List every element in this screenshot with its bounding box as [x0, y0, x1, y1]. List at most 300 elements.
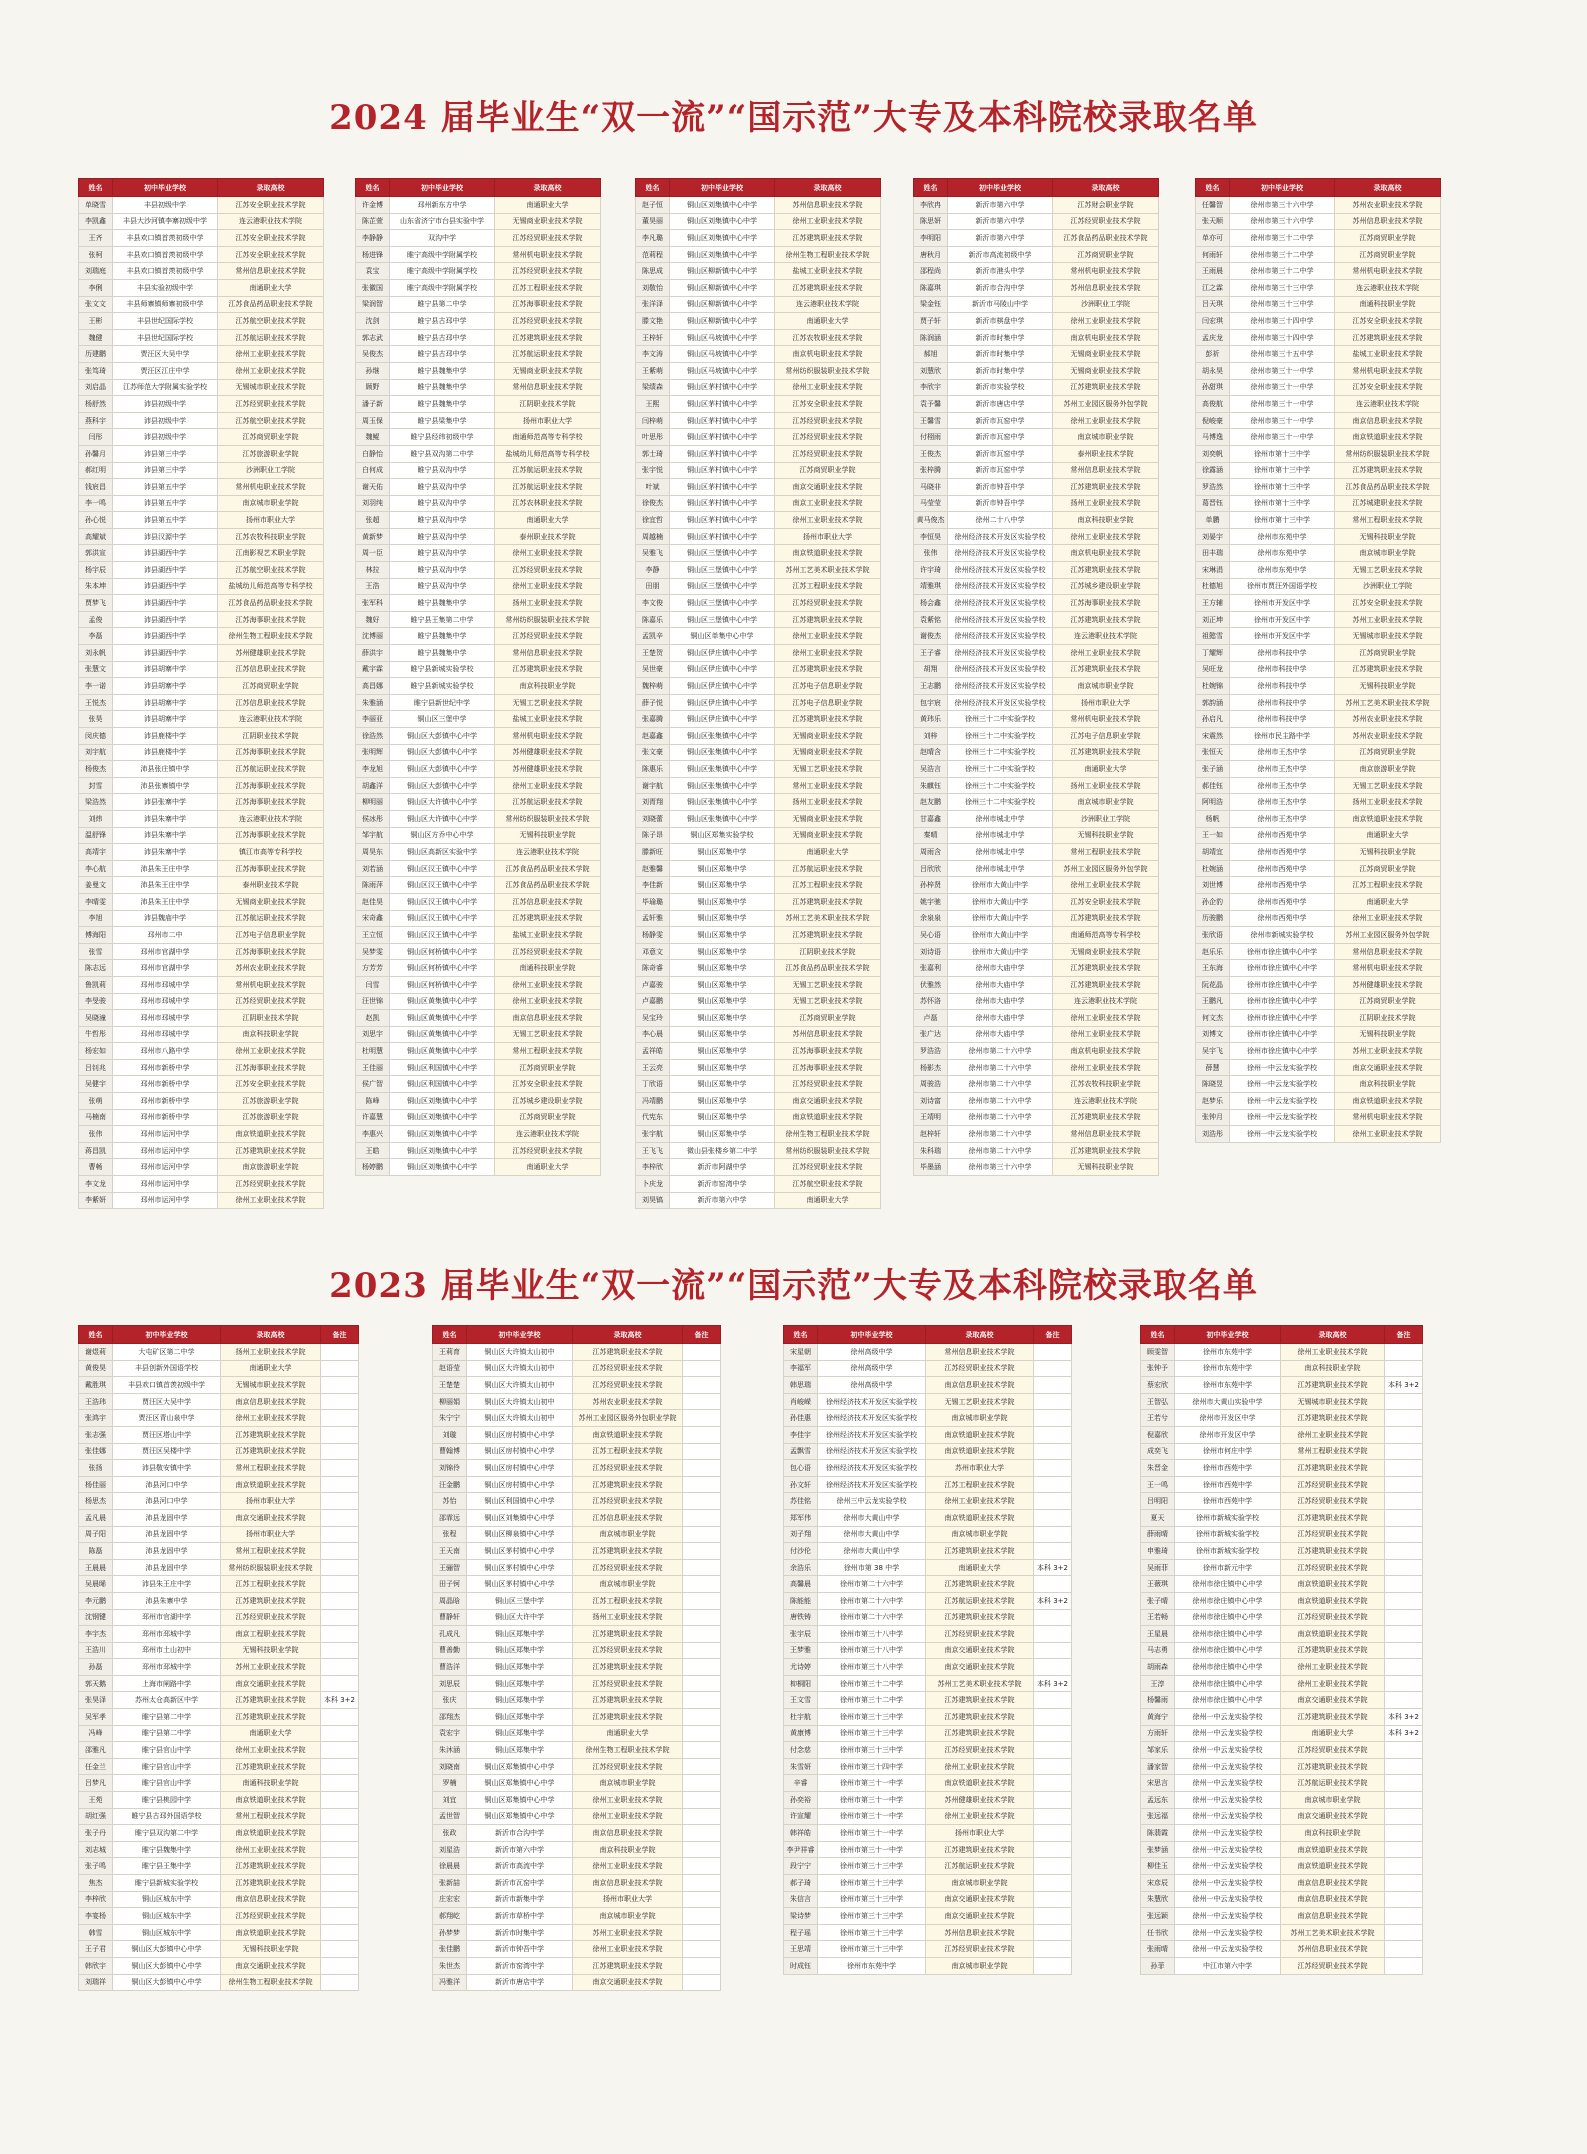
admitted-college: 扬州工业职业技术学院 — [573, 1609, 683, 1626]
note — [1385, 1642, 1423, 1659]
table-row — [636, 1126, 881, 1143]
admitted-college: 江阴职业技术学院 — [495, 396, 601, 413]
table-row — [1196, 611, 1441, 628]
student-name: 陈志远 — [79, 960, 113, 977]
table-row — [636, 512, 881, 529]
student-name: 董昊丽 — [636, 213, 670, 230]
table-row — [1196, 512, 1441, 529]
admitted-college: 江苏商贸职业学院 — [218, 429, 324, 446]
table-row — [79, 1924, 359, 1941]
student-name: 罗浩然 — [1196, 479, 1230, 496]
student-name: 周晶晗 — [433, 1592, 467, 1609]
junior-school: 铜山区张集镇中心中学 — [670, 761, 775, 778]
admitted-college: 南京铁道职业技术学院 — [926, 1775, 1034, 1792]
note — [1385, 1360, 1423, 1377]
table-row — [636, 927, 881, 944]
junior-school: 铜山区大许镇太山初中 — [467, 1410, 573, 1427]
table-row — [356, 694, 601, 711]
table-2023-col-4 — [1140, 1325, 1423, 1975]
junior-school: 新沂市第六中学 — [948, 230, 1053, 247]
admitted-college: 连云港职业技术学院 — [218, 810, 324, 827]
table-row — [914, 678, 1159, 695]
student-name: 沈博丽 — [356, 628, 390, 645]
table-row — [79, 1493, 359, 1510]
admitted-college: 江阴职业技术学院 — [218, 1010, 324, 1027]
admitted-college: 江苏建筑职业技术学院 — [218, 1142, 324, 1159]
table-row — [636, 1192, 881, 1209]
junior-school: 贾汪区青山泉中学 — [113, 1410, 221, 1427]
admitted-college: 南京铁道职业技术学院 — [775, 545, 881, 562]
student-name: 谢宇航 — [636, 777, 670, 794]
table-row — [784, 1476, 1072, 1493]
junior-school: 徐州经济技术开发区实验学校 — [818, 1393, 926, 1410]
junior-school: 徐州一中云龙实验学校 — [1175, 1758, 1281, 1775]
student-name: 徐俊杰 — [636, 495, 670, 512]
student-name: 杨婷鹏 — [356, 1159, 390, 1176]
junior-school: 铜山区郑集中学 — [467, 1642, 573, 1659]
table-row — [1196, 711, 1441, 728]
junior-school: 徐州市徐庄镇中心中学 — [1230, 976, 1335, 993]
table-row — [356, 678, 601, 695]
admitted-college: 南京城市职业学院 — [1053, 794, 1159, 811]
admitted-college: 南京铁道职业技术学院 — [221, 1825, 321, 1842]
junior-school: 徐州市徐庄镇中心中学 — [1175, 1659, 1281, 1676]
table-row — [433, 1509, 721, 1526]
admitted-college: 南京信息职业技术学院 — [221, 1393, 321, 1410]
note — [321, 1675, 359, 1692]
admitted-college: 连云港职业技术学院 — [218, 711, 324, 728]
table-row — [356, 479, 601, 496]
junior-school: 徐州一中云龙实验学校 — [1175, 1875, 1281, 1892]
junior-school: 睢宁县桃园中学 — [113, 1792, 221, 1809]
note — [1385, 1825, 1423, 1842]
student-name: 杨宏如 — [79, 1043, 113, 1060]
junior-school: 徐州市第三十八中学 — [818, 1642, 926, 1659]
admitted-college: 常州纺织服装职业技术学院 — [495, 611, 601, 628]
student-name: 张子涵 — [1196, 761, 1230, 778]
header-name: 姓名 — [784, 1326, 818, 1344]
admitted-college: 江苏建筑职业技术学院 — [775, 893, 881, 910]
student-name: 李福军 — [784, 1360, 818, 1377]
admitted-college: 江苏商贸职业学院 — [775, 462, 881, 479]
student-name: 李一鸣 — [79, 495, 113, 512]
table-row — [433, 1344, 721, 1361]
admitted-college: 南京交通职业技术学院 — [926, 1659, 1034, 1676]
student-name: 倪峻豪 — [1196, 412, 1230, 429]
admitted-college: 徐州工业职业技术学院 — [495, 777, 601, 794]
table-row — [79, 611, 324, 628]
junior-school: 铜山区何桥镇中心中学 — [390, 943, 495, 960]
admitted-college: 江苏建筑职业技术学院 — [1281, 1460, 1385, 1477]
student-name: 杨俊杰 — [79, 761, 113, 778]
table-row — [914, 711, 1159, 728]
student-name: 王文雪 — [784, 1692, 818, 1709]
student-name: 马楠南 — [79, 1109, 113, 1126]
table-row — [79, 1592, 359, 1609]
table-row — [784, 1626, 1072, 1643]
admitted-college: 江苏安全职业技术学院 — [1335, 379, 1441, 396]
junior-school: 睢宁县新城实验学校 — [113, 1875, 221, 1892]
header-school: 初中毕业学校 — [818, 1326, 926, 1344]
table-row — [636, 645, 881, 662]
table-row — [433, 1742, 721, 1759]
student-name: 高俊航 — [1196, 396, 1230, 413]
note — [1034, 1825, 1072, 1842]
junior-school: 徐州市第三十三中学 — [818, 1891, 926, 1908]
junior-school: 铜山区大彭镇中心中学 — [390, 777, 495, 794]
admitted-college: 苏州农业职业技术学院 — [1335, 197, 1441, 214]
table-row — [79, 794, 324, 811]
junior-school: 铜山区利国镇中心中学 — [467, 1493, 573, 1510]
table-row — [1141, 1460, 1423, 1477]
admitted-college: 南通职业大学 — [1281, 1725, 1385, 1742]
student-name: 赵梓轩 — [914, 1126, 948, 1143]
student-name: 薛子悦 — [636, 694, 670, 711]
admitted-college: 江苏安全职业技术学院 — [218, 1076, 324, 1093]
admitted-college: 江苏安全职业技术学院 — [218, 197, 324, 214]
student-name: 刘若涵 — [356, 860, 390, 877]
junior-school: 徐州高级中学 — [818, 1377, 926, 1394]
student-name: 李凯鑫 — [79, 213, 113, 230]
student-name: 张嘉利 — [914, 960, 948, 977]
admitted-college: 南京交通职业技术学院 — [775, 1093, 881, 1110]
table-row — [433, 1908, 721, 1925]
table-row — [433, 1659, 721, 1676]
student-name: 陈子昂 — [636, 827, 670, 844]
admitted-college: 常州纺织服装职业技术学院 — [221, 1559, 321, 1576]
note — [321, 1875, 359, 1892]
admitted-college: 江苏商贸职业学院 — [1335, 860, 1441, 877]
note: 本科 3+2 — [1385, 1709, 1423, 1726]
table-2023-col-2 — [432, 1325, 721, 1991]
junior-school: 睢宁县第二中学 — [390, 296, 495, 313]
admitted-college: 无锡商业职业技术学院 — [775, 810, 881, 827]
junior-school: 徐州市第三十一中学 — [1230, 379, 1335, 396]
table-row — [636, 429, 881, 446]
student-name: 朱慧欣 — [1141, 1891, 1175, 1908]
note — [1385, 1924, 1423, 1941]
junior-school: 徐州经济技术开发区实验学校 — [818, 1426, 926, 1443]
admitted-college: 南京科技职业学院 — [1281, 1825, 1385, 1842]
admitted-college: 江苏建筑职业技术学院 — [1281, 1758, 1385, 1775]
header-college: 录取高校 — [221, 1326, 321, 1344]
table-row — [356, 976, 601, 993]
junior-school: 铜山区单集中心中学 — [670, 628, 775, 645]
table-row — [914, 1010, 1159, 1027]
admitted-college: 扬州市职业大学 — [775, 528, 881, 545]
table-row — [79, 495, 324, 512]
table-row — [79, 1377, 359, 1394]
junior-school: 睢宁县新城实验学校 — [390, 678, 495, 695]
junior-school: 铜山区郑集中学 — [670, 1126, 775, 1143]
student-name: 夏天 — [1141, 1509, 1175, 1526]
table-row — [784, 1808, 1072, 1825]
admitted-college: 江苏航运职业技术学院 — [495, 346, 601, 363]
note — [1385, 1675, 1423, 1692]
junior-school: 铜山区茅村镇中心中学 — [670, 495, 775, 512]
student-name: 魏健 — [79, 329, 113, 346]
header-college: 录取高校 — [1335, 179, 1441, 197]
table-row — [356, 893, 601, 910]
student-name: 袁宏宇 — [433, 1725, 467, 1742]
admitted-college: 江苏建筑职业技术学院 — [221, 1875, 321, 1892]
junior-school: 徐州市新元中学 — [1175, 1559, 1281, 1576]
junior-school: 徐州市第二十六中学 — [818, 1592, 926, 1609]
student-name: 田朋 — [636, 578, 670, 595]
admitted-college: 常州工程职业技术学院 — [495, 1043, 601, 1060]
student-name: 孙甜琪 — [1196, 379, 1230, 396]
admitted-college: 江苏食品药品职业技术学院 — [218, 296, 324, 313]
student-name: 林拉 — [356, 562, 390, 579]
table-row — [356, 396, 601, 413]
table-row — [1196, 329, 1441, 346]
student-name: 邵程尚 — [914, 263, 948, 280]
admitted-college: 无锡工艺职业技术学院 — [775, 993, 881, 1010]
admitted-college: 江苏建筑职业技术学院 — [1053, 976, 1159, 993]
note — [1385, 1576, 1423, 1593]
junior-school: 沛县第五中学 — [113, 479, 218, 496]
table-row — [79, 694, 324, 711]
junior-school: 铜山区张集镇中心中学 — [670, 777, 775, 794]
junior-school: 徐州市第三十一中学 — [818, 1841, 926, 1858]
admitted-college: 江苏建筑职业技术学院 — [775, 279, 881, 296]
student-name: 郝红明 — [79, 462, 113, 479]
admitted-college: 江苏经贸职业技术学院 — [926, 1941, 1034, 1958]
note — [1385, 1891, 1423, 1908]
header-note: 备注 — [1034, 1326, 1072, 1344]
junior-school: 徐州一中云龙实验学校 — [1175, 1924, 1281, 1941]
admitted-college: 江苏经贸职业技术学院 — [1281, 1559, 1385, 1576]
admitted-college: 江苏商贸职业学院 — [1335, 230, 1441, 247]
table-row — [433, 1891, 721, 1908]
table-row — [784, 1493, 1072, 1510]
admitted-college: 南京机电职业技术学院 — [1053, 329, 1159, 346]
junior-school: 沛县湖西中学 — [113, 578, 218, 595]
table-row — [79, 1393, 359, 1410]
note — [1385, 1742, 1423, 1759]
table-row — [356, 230, 601, 247]
admitted-college: 南京城市职业学院 — [1053, 429, 1159, 446]
junior-school: 徐州市科技中学 — [1230, 645, 1335, 662]
note: 本科 3+2 — [1034, 1675, 1072, 1692]
junior-school: 铜山区何桥镇中心中学 — [390, 976, 495, 993]
junior-school: 徐州市何庄中学 — [1175, 1443, 1281, 1460]
note — [321, 1775, 359, 1792]
junior-school: 徐州市西苑中学 — [1230, 827, 1335, 844]
note — [321, 1344, 359, 1361]
junior-school: 睢宁县第二中学 — [113, 1725, 221, 1742]
junior-school: 徐州市第三十二中学 — [1230, 230, 1335, 247]
junior-school: 徐州市第三十二中学 — [818, 1692, 926, 1709]
student-name: 柳明丽 — [356, 794, 390, 811]
note — [683, 1858, 721, 1875]
table-row — [914, 860, 1159, 877]
admitted-college: 江苏经贸职业技术学院 — [573, 1360, 683, 1377]
note — [683, 1426, 721, 1443]
admitted-college: 江苏建筑职业技术学院 — [495, 910, 601, 927]
student-name: 张鸿宇 — [79, 1410, 113, 1427]
table-row — [784, 1941, 1072, 1958]
junior-school: 丰县大沙河镇李寨初级中学 — [113, 213, 218, 230]
admitted-college: 徐州工业职业技术学院 — [775, 213, 881, 230]
student-name: 杜宇航 — [784, 1709, 818, 1726]
admitted-college: 扬州市职业大学 — [573, 1891, 683, 1908]
student-name: 毕墨涵 — [914, 1159, 948, 1176]
admitted-college: 南京城市职业学院 — [1281, 1792, 1385, 1809]
table-row — [356, 412, 601, 429]
junior-school: 铜山区茅村镇中心中学 — [467, 1559, 573, 1576]
note — [321, 1725, 359, 1742]
student-name: 王佳丽 — [356, 1059, 390, 1076]
admitted-college: 江苏经贸职业技术学院 — [775, 1159, 881, 1176]
junior-school: 徐州市开发区中学 — [1230, 595, 1335, 612]
admitted-college: 南京铁道职业技术学院 — [926, 1426, 1034, 1443]
admitted-college: 常州机电职业技术学院 — [218, 479, 324, 496]
student-name: 许宇琦 — [914, 562, 948, 579]
table-row — [79, 893, 324, 910]
admitted-college: 徐州工业职业技术学院 — [775, 628, 881, 645]
admitted-college: 沙洲职业工学院 — [1053, 296, 1159, 313]
admitted-college: 江苏食品药品职业技术学院 — [775, 960, 881, 977]
student-name: 张雨晴 — [1141, 1941, 1175, 1958]
student-name: 冯靖鹏 — [636, 1093, 670, 1110]
junior-school: 沛县初级中学 — [113, 429, 218, 446]
admitted-college: 无锡商业职业技术学院 — [1053, 362, 1159, 379]
junior-school: 沛县胡寨中学 — [113, 711, 218, 728]
table-row — [356, 761, 601, 778]
junior-school: 徐州市开发区中学 — [1230, 611, 1335, 628]
student-name: 顾雯智 — [1141, 1344, 1175, 1361]
student-name: 曹静轩 — [433, 1609, 467, 1626]
note — [321, 1460, 359, 1477]
student-name: 李文涛 — [636, 346, 670, 363]
junior-school: 徐州市大庙中学 — [948, 976, 1053, 993]
note — [683, 1875, 721, 1892]
student-name: 李旭 — [79, 910, 113, 927]
student-name: 杜明慧 — [356, 1043, 390, 1060]
junior-school: 铜山区郑集中学 — [670, 860, 775, 877]
student-name: 戴宇霖 — [356, 661, 390, 678]
table-row — [1141, 1758, 1423, 1775]
student-name: 任馨智 — [1196, 197, 1230, 214]
table-row — [356, 1093, 601, 1110]
student-name: 丁耀辉 — [1196, 645, 1230, 662]
junior-school: 铜山区郑集中学 — [670, 927, 775, 944]
note — [321, 1426, 359, 1443]
admitted-college: 江苏建筑职业技术学院 — [1281, 1377, 1385, 1394]
junior-school: 睢宁县古邳外国语学校 — [113, 1808, 221, 1825]
student-name: 张子鸣 — [79, 1858, 113, 1875]
admitted-college: 南京城市职业学院 — [926, 1875, 1034, 1892]
header-name: 姓名 — [356, 179, 390, 197]
note — [683, 1709, 721, 1726]
note — [1385, 1526, 1423, 1543]
junior-school: 新沂市钟吾中学 — [948, 479, 1053, 496]
admitted-college: 盐城工业职业技术学院 — [775, 263, 881, 280]
table-row — [433, 1825, 721, 1842]
student-name: 王星晨 — [1141, 1626, 1175, 1643]
junior-school: 铜山区马坡镇中心中学 — [670, 346, 775, 363]
table-row — [1141, 1642, 1423, 1659]
admitted-college: 南京信息职业技术学院 — [1281, 1908, 1385, 1925]
student-name: 靖雅琪 — [914, 578, 948, 595]
student-name: 刘奕帆 — [1196, 445, 1230, 462]
note — [321, 1360, 359, 1377]
junior-school: 徐州市徐庄镇中心中学 — [1230, 993, 1335, 1010]
student-name: 周骏浩 — [914, 1076, 948, 1093]
table-row — [356, 728, 601, 745]
admitted-college: 江苏海事职业技术学院 — [218, 777, 324, 794]
note — [1385, 1344, 1423, 1361]
junior-school: 铜山区刘集镇中心中学 — [390, 1159, 495, 1176]
table-row — [636, 1093, 881, 1110]
admitted-college: 盐城工业职业技术学院 — [495, 711, 601, 728]
table-row — [433, 1692, 721, 1709]
note — [321, 1924, 359, 1941]
student-name: 贾梦飞 — [79, 595, 113, 612]
table-row — [914, 761, 1159, 778]
student-name: 张超 — [356, 512, 390, 529]
student-name: 梁金钰 — [914, 296, 948, 313]
table-row — [79, 1360, 359, 1377]
admitted-college: 徐州生物工程职业技术学院 — [775, 1126, 881, 1143]
admitted-college: 常州纺织服装职业技术学院 — [1335, 445, 1441, 462]
table-row — [79, 1725, 359, 1742]
junior-school: 铜山区柳新镇中心中学 — [670, 296, 775, 313]
table-row — [636, 329, 881, 346]
junior-school: 铜山区方乔中心中学 — [390, 827, 495, 844]
table-row — [79, 1093, 324, 1110]
junior-school: 睢宁县经纬初级中学 — [390, 429, 495, 446]
student-name: 温舒锋 — [79, 827, 113, 844]
table-row — [79, 230, 324, 247]
student-name: 宋思言 — [1141, 1775, 1175, 1792]
junior-school: 睢宁县魏集中学 — [390, 362, 495, 379]
note — [321, 1825, 359, 1842]
table-row — [79, 1426, 359, 1443]
admitted-college: 江苏建筑职业技术学院 — [1335, 329, 1441, 346]
junior-school: 徐州三十二中实验学校 — [948, 794, 1053, 811]
student-name: 付沙伦 — [784, 1543, 818, 1560]
table-row — [356, 860, 601, 877]
table-row — [79, 1509, 359, 1526]
admitted-college: 江苏经贸职业技术学院 — [926, 1742, 1034, 1759]
table-row — [356, 611, 601, 628]
junior-school: 徐州经济技术开发区实验学校 — [948, 611, 1053, 628]
admitted-college: 常州工业职业技术学院 — [775, 777, 881, 794]
admitted-college: 江苏经贸职业技术学院 — [775, 1076, 881, 1093]
student-name: 尤诗婷 — [784, 1659, 818, 1676]
table-row — [1141, 1775, 1423, 1792]
table-row — [79, 1609, 359, 1626]
junior-school: 铜山区郑集中学 — [670, 1059, 775, 1076]
junior-school: 睢宁县双沟中学 — [390, 479, 495, 496]
table-row — [433, 1957, 721, 1974]
junior-school: 铜山区三堡镇中心中学 — [670, 595, 775, 612]
junior-school: 睢宁县官山中学 — [113, 1742, 221, 1759]
note — [1034, 1576, 1072, 1593]
student-name: 姚宇驰 — [914, 893, 948, 910]
admitted-college: 泰州职业技术学院 — [495, 528, 601, 545]
admitted-college: 盐城幼儿师范高等专科学校 — [218, 578, 324, 595]
table-row — [1196, 728, 1441, 745]
note — [321, 1642, 359, 1659]
junior-school: 铜山区大许镇中心中学 — [390, 794, 495, 811]
junior-school: 新沂市第六中学 — [670, 1192, 775, 1209]
student-name: 李欣宇 — [914, 379, 948, 396]
junior-school: 邳州市官湖中学 — [113, 1609, 221, 1626]
table-2024-col-3 — [635, 178, 881, 1209]
